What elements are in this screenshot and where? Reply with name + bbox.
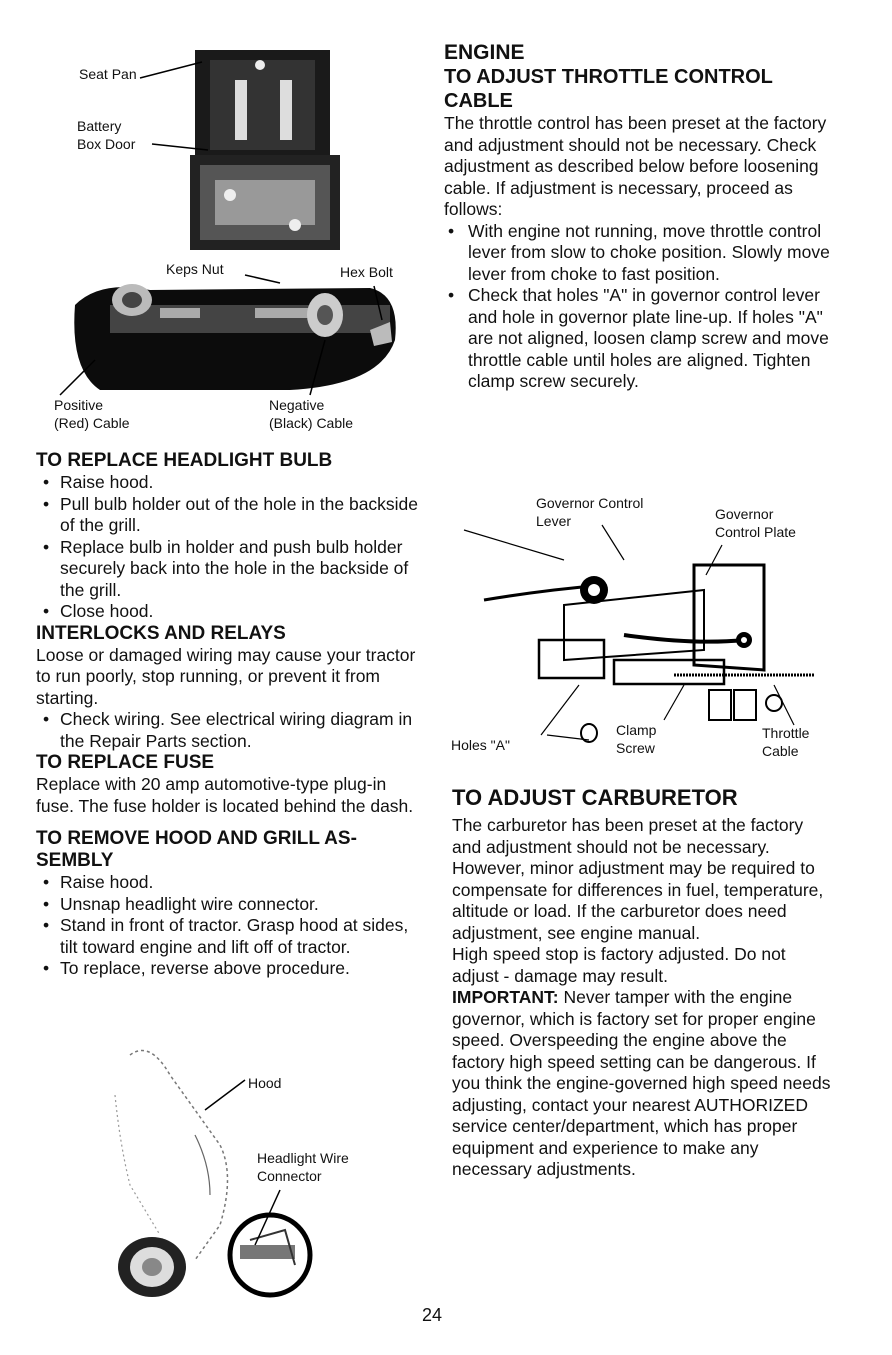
hood-steps: [36, 872, 426, 980]
list-item: • With engine not running, move throttle control lever from slow to choke position. Slowly move lever from choke to fast position.: [444, 221, 844, 286]
battery-figure: [40, 40, 420, 440]
fuse-body: Replace with 20 amp automotive-type plug-in fuse. The fuse holder is located behind the dash.: [36, 774, 414, 816]
fuse-title: TO REPLACE FUSE: [36, 752, 215, 773]
interlocks-body: Loose or damaged wiring may cause your tractor to run poorly, stop running, or prevent it from starting.: [36, 644, 416, 708]
carburetor-title: TO ADJUST CARBURETOR: [452, 785, 738, 810]
hex-bolt-label: Hex Bolt: [340, 264, 393, 280]
negative-label-2: (Black) Cable: [269, 415, 354, 431]
right-column: [444, 40, 844, 393]
negative-label-1: Negative: [269, 397, 325, 413]
list-item: • Stand in front of tractor. Grasp hood at sides, tilt toward engine and lift off of tractor.: [36, 915, 426, 958]
clamp-screw-label-1: Clamp: [616, 722, 657, 738]
important-body: Never tamper with the engine governor, which is factory set for proper engine speed. Overspeeding the engine above the factory high speed setting can be dangerous. If you think the engine-governed high speed needs adjusting, contact your nearest AUTHORIZED service center/department, which has proper equipment and experience to make any necessary adjustments.: [452, 987, 831, 1179]
list-item: • Replace bulb in holder and push bulb holder securely back into the hole in the backside of the grill.: [36, 537, 426, 602]
positive-label-2: (Red) Cable: [54, 415, 130, 431]
throttle-cable-label-2: Cable: [762, 743, 799, 759]
list-item: • Unsnap headlight wire connector.: [36, 894, 426, 916]
throttle-steps: [444, 221, 844, 393]
carburetor-body: The carburetor has been preset at the factory and adjustment should not be necessary. However, minor adjustment may be required to compensate for differences in fuel, temperature, altitude or load. If the carburetor does need adjustment, see engine manual.: [452, 815, 824, 943]
throttle-title-2: CABLE: [444, 90, 513, 112]
carburetor-section: [452, 785, 832, 1181]
connector-label-1: Headlight Wire: [257, 1150, 349, 1166]
important-label: IMPORTANT:: [452, 987, 559, 1007]
high-speed-note: High speed stop is factory adjusted. Do not adjust - damage may result.: [452, 944, 786, 986]
list-item: • Raise hood.: [36, 472, 426, 494]
list-item: • Raise hood.: [36, 872, 426, 894]
throttle-body: The throttle control has been preset at the factory and adjustment should not be necessary. Check adjustment as described below before loosening cable. If adjustment is necessary, proceed as follows:: [444, 113, 827, 219]
seat-pan-label: Seat Pan: [79, 66, 137, 82]
control-plate-label-1: Governor: [715, 506, 774, 522]
positive-label-1: Positive: [54, 397, 104, 413]
clamp-screw-label-2: Screw: [616, 740, 655, 756]
list-item: • To replace, reverse above procedure.: [36, 958, 426, 980]
page-number: 24: [422, 1305, 443, 1325]
throttle-title-1: TO ADJUST THROTTLE CONTROL: [444, 66, 773, 88]
holes-a-label: Holes "A": [451, 737, 510, 753]
keps-nut-label: Keps Nut: [166, 261, 224, 277]
governor-figure: [444, 490, 844, 775]
interlocks-steps: [36, 709, 426, 752]
interlocks-title: INTERLOCKS AND RELAYS: [36, 622, 286, 644]
hood-figure: [100, 1035, 360, 1300]
important-note: [452, 987, 832, 1181]
headlight-steps: [36, 472, 426, 623]
left-column: [36, 450, 426, 980]
control-plate-label-2: Control Plate: [715, 524, 796, 540]
battery-box-door-label-1: Battery: [77, 118, 122, 134]
hood-title-line2: SEMBLY: [36, 850, 114, 871]
hood-title-line1: TO REMOVE HOOD AND GRILL AS-: [36, 828, 357, 849]
throttle-cable-label-1: Throttle: [762, 725, 810, 741]
list-item: • Close hood.: [36, 601, 426, 623]
battery-illustration: [40, 40, 420, 440]
headlight-title: TO REPLACE HEADLIGHT BULB: [36, 450, 333, 471]
hood-label: Hood: [248, 1075, 282, 1091]
governor-lever-label-1: Governor Control: [536, 495, 644, 511]
list-item: • Check that holes "A" in governor control lever and hole in governor plate line-up. If holes "A" are not aligned, loosen clamp screw and move throttle cable until holes are aligned. Tighten clamp screw securely.: [444, 285, 844, 393]
list-item: • Pull bulb holder out of the hole in the backside of the grill.: [36, 494, 426, 537]
battery-box-door-label-2: Box Door: [77, 136, 136, 152]
connector-label-2: Connector: [257, 1168, 322, 1184]
list-item: • Check wiring. See electrical wiring diagram in the Repair Parts section.: [36, 709, 426, 752]
engine-title: ENGINE: [444, 41, 525, 64]
governor-lever-label-2: Lever: [536, 513, 572, 529]
